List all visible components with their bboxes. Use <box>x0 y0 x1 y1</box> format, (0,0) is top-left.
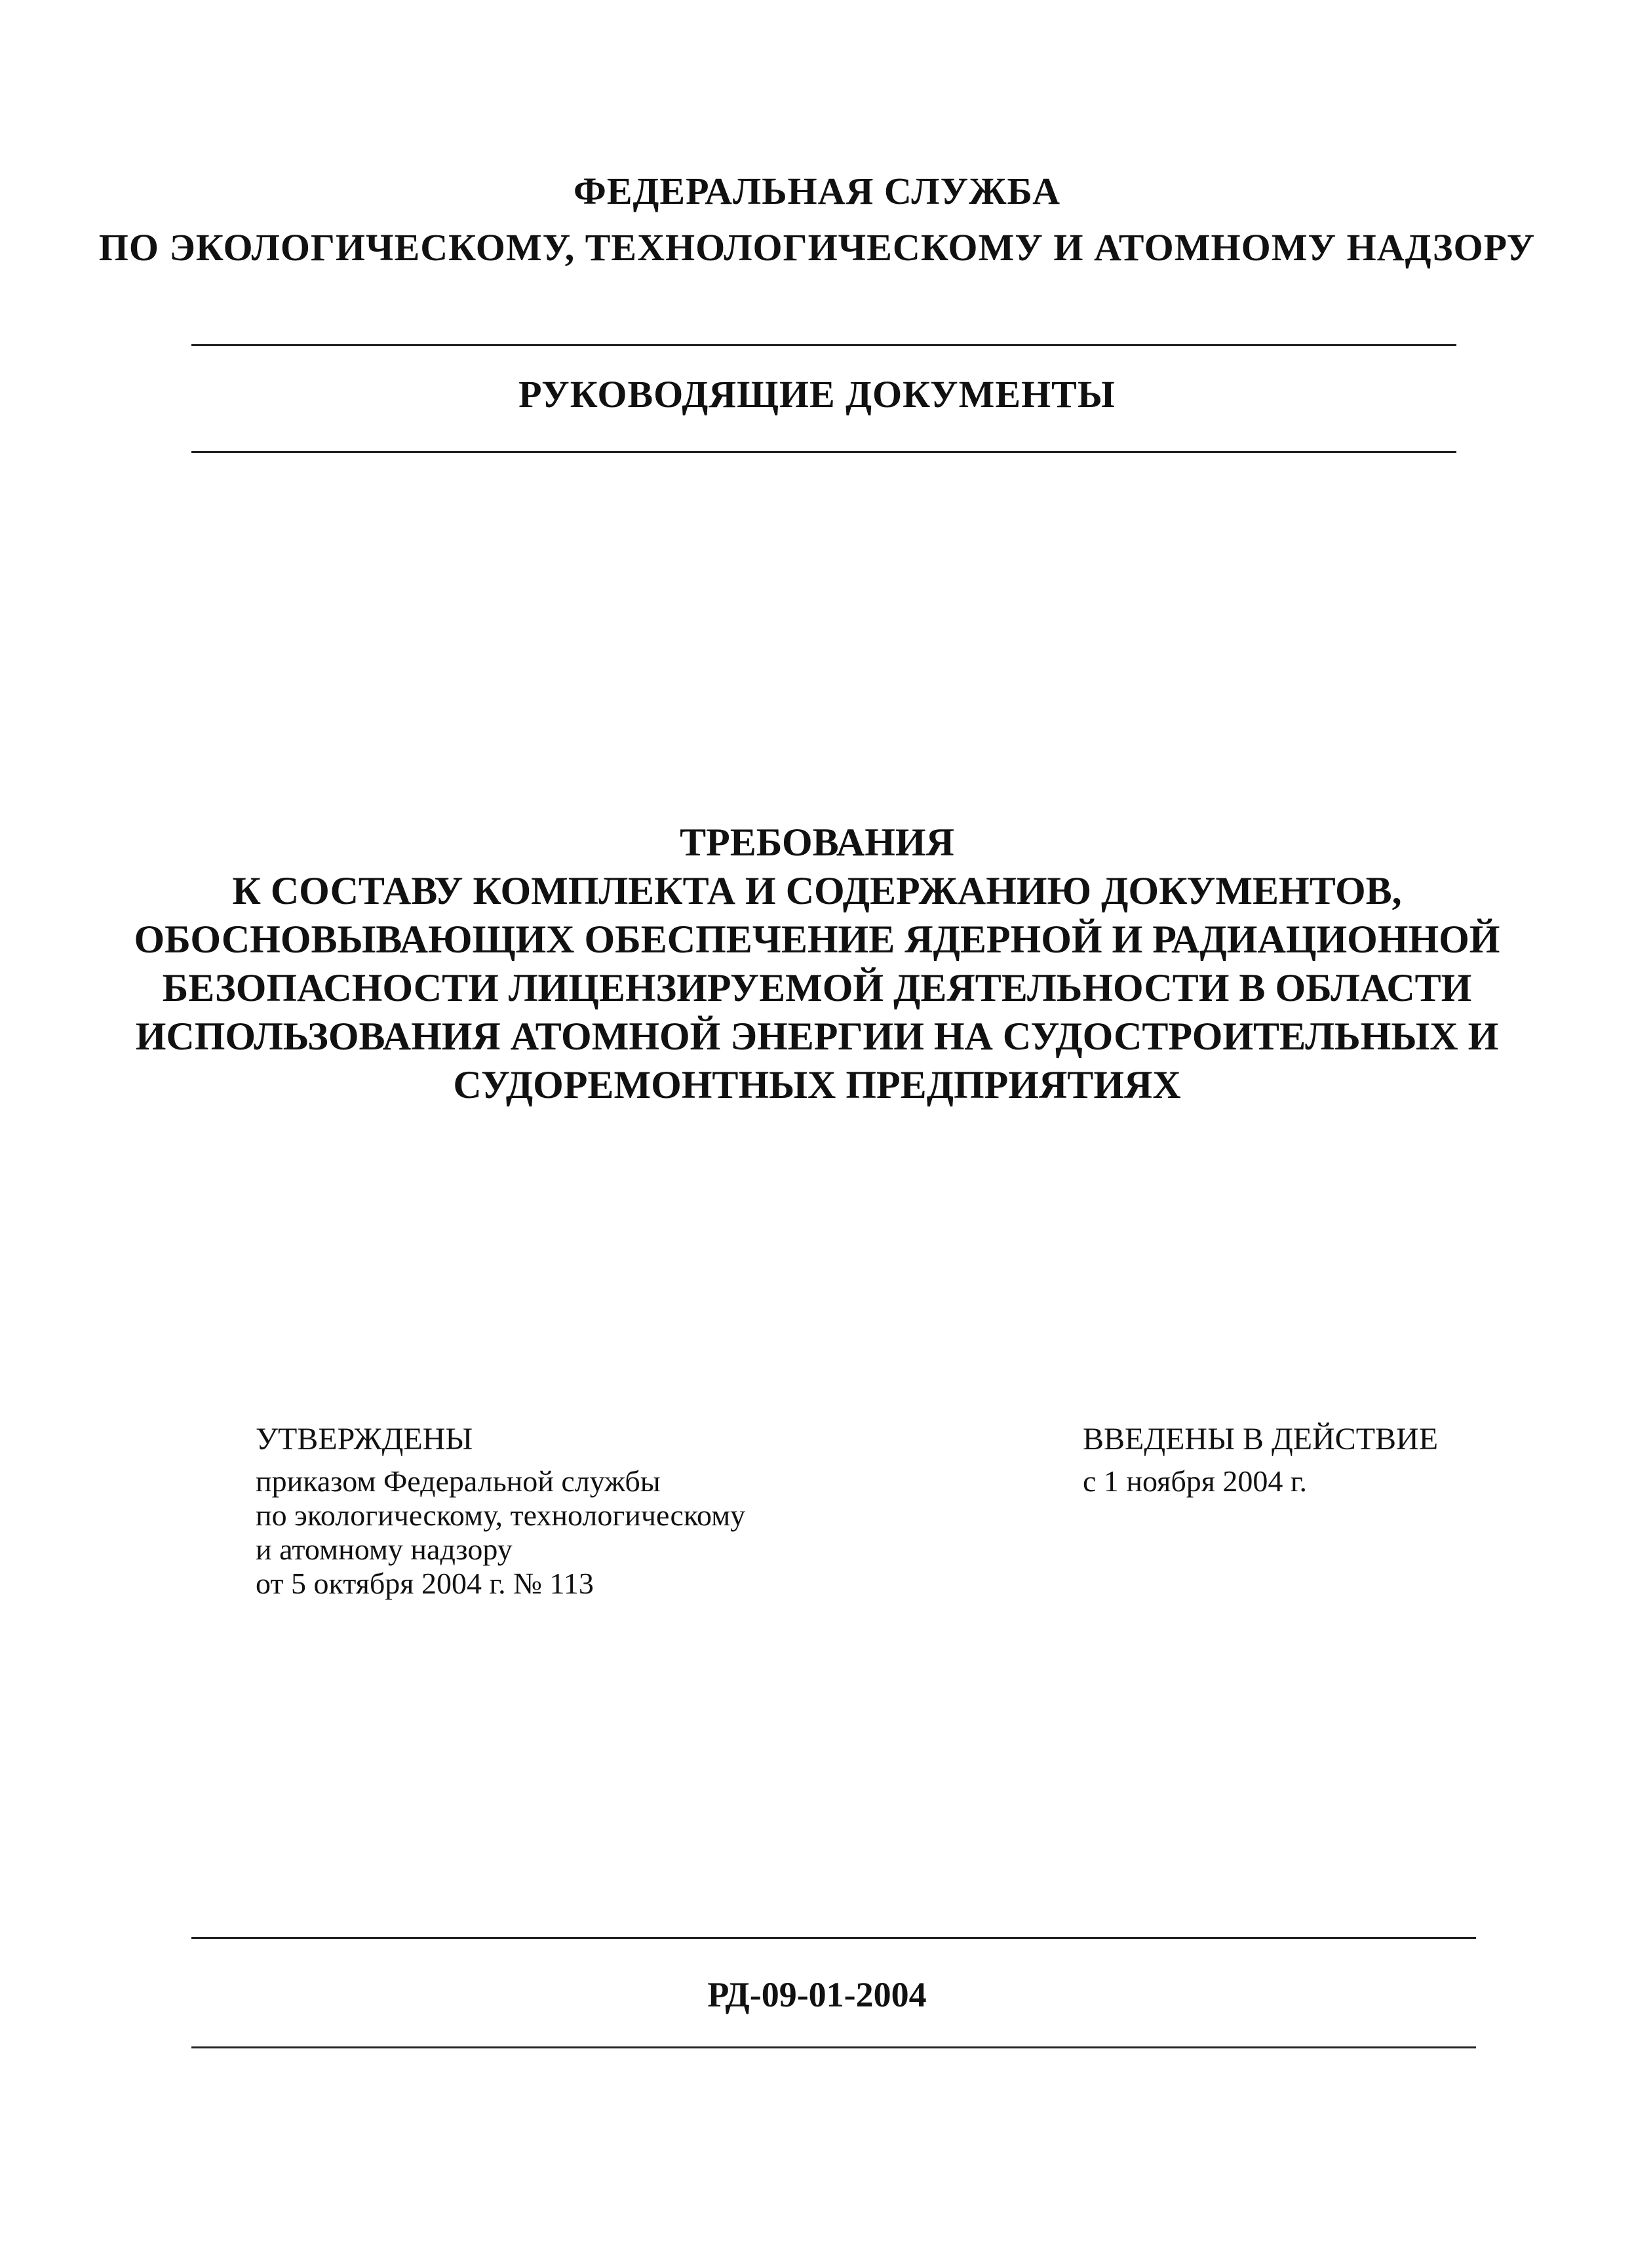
effective-block <box>1083 1421 1542 1498</box>
document-title-line-3: ОБОСНОВЫВАЮЩИХ ОБЕСПЕЧЕНИЕ ЯДЕРНОЙ И РАДИАЦИОННОЙ <box>134 918 1500 961</box>
approval-line-2: по экологическому, технологическому <box>256 1498 746 1532</box>
document-title-line-4: БЕЗОПАСНОСТИ ЛИЦЕНЗИРУЕМОЙ ДЕЯТЕЛЬНОСТИ В ОБЛАСТИ <box>162 966 1472 1009</box>
approval-line-3: и атомному надзору <box>256 1533 513 1566</box>
approval-heading: УТВЕРЖДЕНЫ <box>256 1422 473 1457</box>
document-title <box>0 818 1634 1109</box>
effective-heading: ВВЕДЕНЫ В ДЕЙСТВИЕ <box>1083 1422 1439 1457</box>
approval-line-1: приказом Федеральной службы <box>256 1464 661 1498</box>
footer-rule-top <box>191 1937 1476 1939</box>
document-title-line-6: СУДОРЕМОНТНЫХ ПРЕДПРИЯТИЯХ <box>453 1063 1181 1106</box>
document-title-line-2: К СОСТАВУ КОМПЛЕКТА И СОДЕРЖАНИЮ ДОКУМЕНТОВ, <box>232 869 1402 912</box>
header-rule-top <box>191 344 1456 346</box>
document-code: РД-09-01-2004 <box>707 1975 927 2014</box>
agency-name-line-1: ФЕДЕРАЛЬНАЯ СЛУЖБА <box>574 170 1060 212</box>
approval-line-4: от 5 октября 2004 г. № 113 <box>256 1567 594 1600</box>
document-title-line-5: ИСПОЛЬЗОВАНИЯ АТОМНОЙ ЭНЕРГИИ НА СУДОСТРОИТЕЛЬНЫХ И <box>135 1015 1499 1058</box>
header-rule-bottom <box>191 451 1456 453</box>
section-title: РУКОВОДЯЩИЕ ДОКУМЕНТЫ <box>518 373 1116 416</box>
agency-name-line-2: ПО ЭКОЛОГИЧЕСКОМУ, ТЕХНОЛОГИЧЕСКОМУ И АТОМНОМУ НАДЗОРУ <box>98 226 1536 269</box>
footer-rule-bottom <box>191 2046 1476 2048</box>
approval-block <box>256 1421 911 1601</box>
effective-date: с 1 ноября 2004 г. <box>1083 1464 1308 1498</box>
document-title-line-1: ТРЕБОВАНИЯ <box>680 821 954 864</box>
